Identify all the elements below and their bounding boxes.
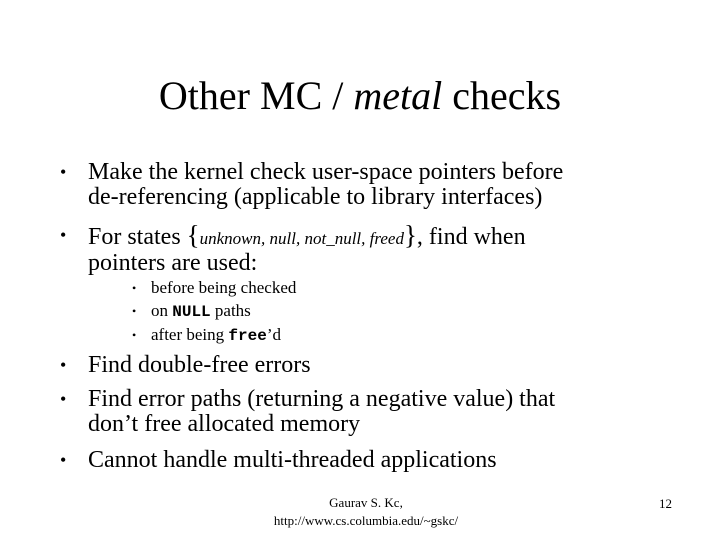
brace-open: { xyxy=(186,220,200,250)
title-tail: checks xyxy=(442,73,562,118)
bullet-kernel-check xyxy=(60,160,690,210)
sub-bullet-suffix: ’d xyxy=(266,325,281,344)
bullet-text: Find error paths (returning a negative value) that xyxy=(88,386,556,412)
footer-author: Gaurav S. Kc, xyxy=(329,495,403,510)
bullet-text: Find double-free errors xyxy=(88,352,311,378)
brace-close: } xyxy=(403,220,417,250)
states-list: unknown, null, not_null, freed xyxy=(199,229,404,248)
bullet-text-continued: don’t free allocated memory xyxy=(88,411,361,437)
footer xyxy=(216,494,516,530)
states-prefix: For states xyxy=(88,224,187,250)
bullet-icon: • xyxy=(60,355,67,375)
slide-title xyxy=(0,72,720,120)
bullet-text: Cannot handle multi-threaded applications xyxy=(88,447,497,473)
bullet-icon: • xyxy=(60,225,67,245)
sub-bullet-text xyxy=(151,301,251,320)
bullet-text: Make the kernel check user-space pointers before xyxy=(88,159,564,185)
sub-bullet-icon: • xyxy=(132,328,137,342)
bullet-icon: • xyxy=(60,450,67,470)
bullet-double-free xyxy=(60,353,690,378)
bullet-icon: • xyxy=(60,389,67,409)
sub-bullet-suffix: paths xyxy=(210,301,251,320)
code-free: free xyxy=(228,327,267,345)
title-italic-word: metal xyxy=(353,73,443,118)
bullet-multithreaded xyxy=(60,448,690,473)
sub-bullet-text xyxy=(151,325,281,344)
sub-bullet-before-checked xyxy=(132,277,692,299)
title-text: Other MC / xyxy=(158,73,354,118)
bullet-text xyxy=(88,220,690,251)
sub-bullet-null-paths xyxy=(132,300,692,323)
code-null: NULL xyxy=(172,303,211,321)
bullet-states xyxy=(60,220,690,276)
sub-bullet-text: before being checked xyxy=(151,278,297,297)
sub-bullet-icon: • xyxy=(132,281,137,295)
page-number: 12 xyxy=(659,496,672,511)
footer-url: http://www.cs.columbia.edu/~gskc/ xyxy=(273,513,459,528)
sub-bullet-icon: • xyxy=(132,304,137,318)
sub-bullet-prefix: on xyxy=(151,301,173,320)
bullet-text-continued: pointers are used: xyxy=(88,250,258,276)
bullet-error-paths xyxy=(60,387,690,437)
bullet-text-continued: de-referencing (applicable to library interfaces) xyxy=(88,184,543,210)
sub-bullet-after-free xyxy=(132,324,692,347)
bullet-icon: • xyxy=(60,162,67,182)
sub-bullet-prefix: after being xyxy=(151,325,229,344)
states-suffix: , find when xyxy=(416,224,526,250)
